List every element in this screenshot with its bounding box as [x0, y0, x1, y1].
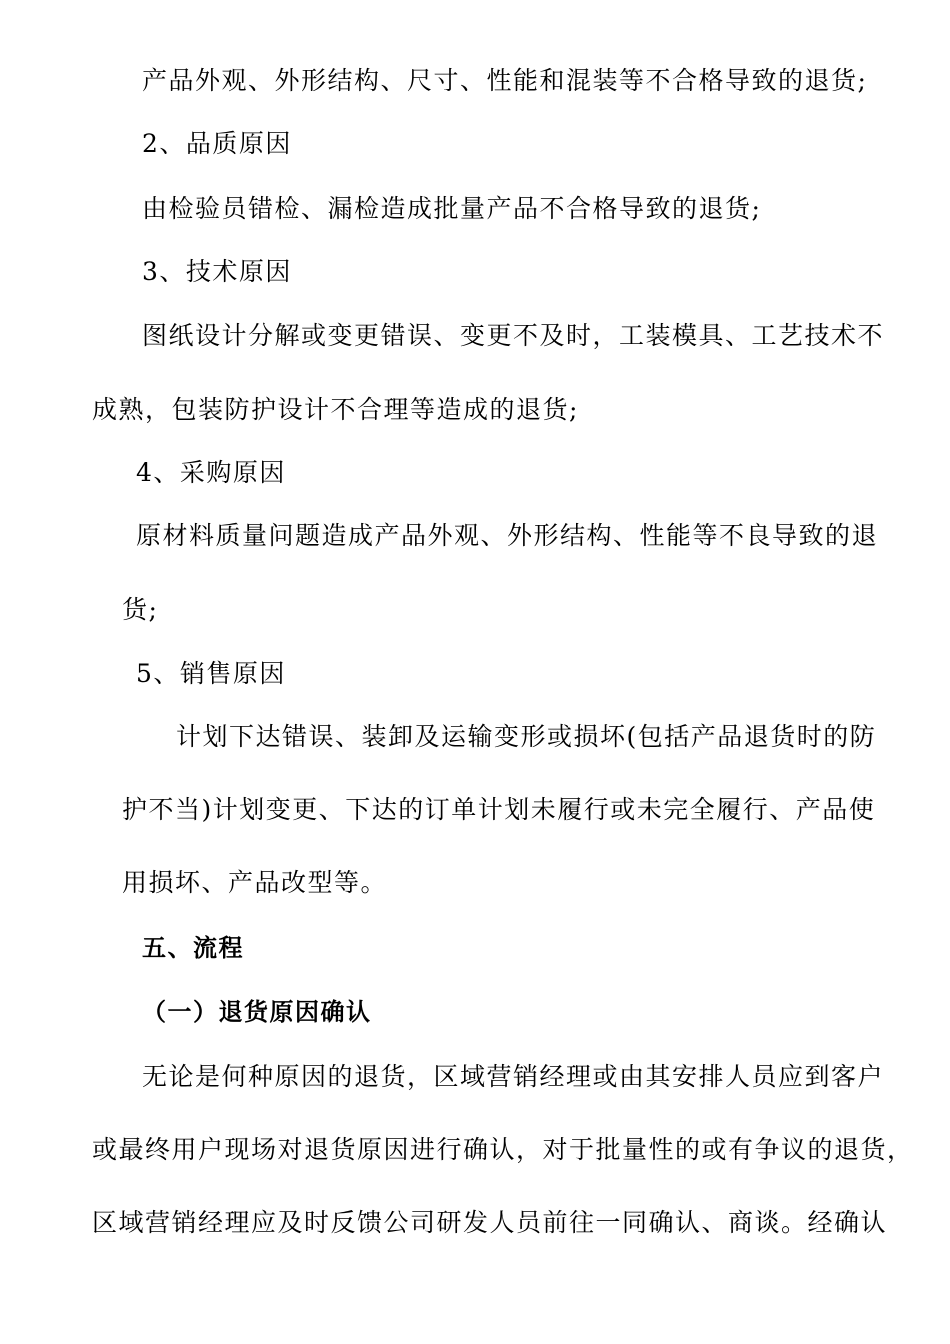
- paragraph-line-purchase-1: 原材料质量问题造成产品外观、外形结构、性能等不良导致的退: [136, 521, 879, 550]
- paragraph-line-technical-2: 成熟，包装防护设计不合理等造成的退货;: [92, 395, 579, 424]
- subsection-heading-return-confirmation: （一）退货原因确认: [142, 998, 372, 1026]
- paragraph-line-sales-3: 用损坏、产品改型等。: [122, 868, 388, 897]
- section-heading-process: 五、流程: [142, 934, 244, 962]
- paragraph-line-purchase-2: 货;: [122, 595, 159, 624]
- paragraph-line-1: 产品外观、外形结构、尺寸、性能和混装等不合格导致的退货;: [142, 66, 868, 95]
- paragraph-line-confirmation-2: 或最终用户现场对退货原因进行确认，对于批量性的或有争议的退货，: [92, 1135, 914, 1164]
- paragraph-line-sales-2: 护不当)计划变更、下达的订单计划未履行或未完全履行、产品使: [122, 795, 876, 824]
- paragraph-line-technical-1: 图纸设计分解或变更错误、变更不及时，工装模具、工艺技术不: [142, 321, 885, 350]
- paragraph-line-sales-1: 计划下达错误、装卸及运输变形或损坏(包括产品退货时的防: [176, 722, 877, 751]
- item-heading-quality: 2、品质原因: [142, 129, 292, 158]
- paragraph-line-confirmation-1: 无论是何种原因的退货，区域营销经理或由其安排人员应到客户: [142, 1062, 885, 1091]
- item-heading-sales: 5、销售原因: [136, 659, 286, 688]
- paragraph-line-quality: 由检验员错检、漏检造成批量产品不合格导致的退货;: [142, 194, 762, 223]
- item-heading-purchase: 4、采购原因: [136, 458, 286, 487]
- item-heading-technical: 3、技术原因: [142, 257, 292, 286]
- paragraph-line-confirmation-3: 区域营销经理应及时反馈公司研发人员前往一同确认、商谈。经确认: [92, 1208, 888, 1237]
